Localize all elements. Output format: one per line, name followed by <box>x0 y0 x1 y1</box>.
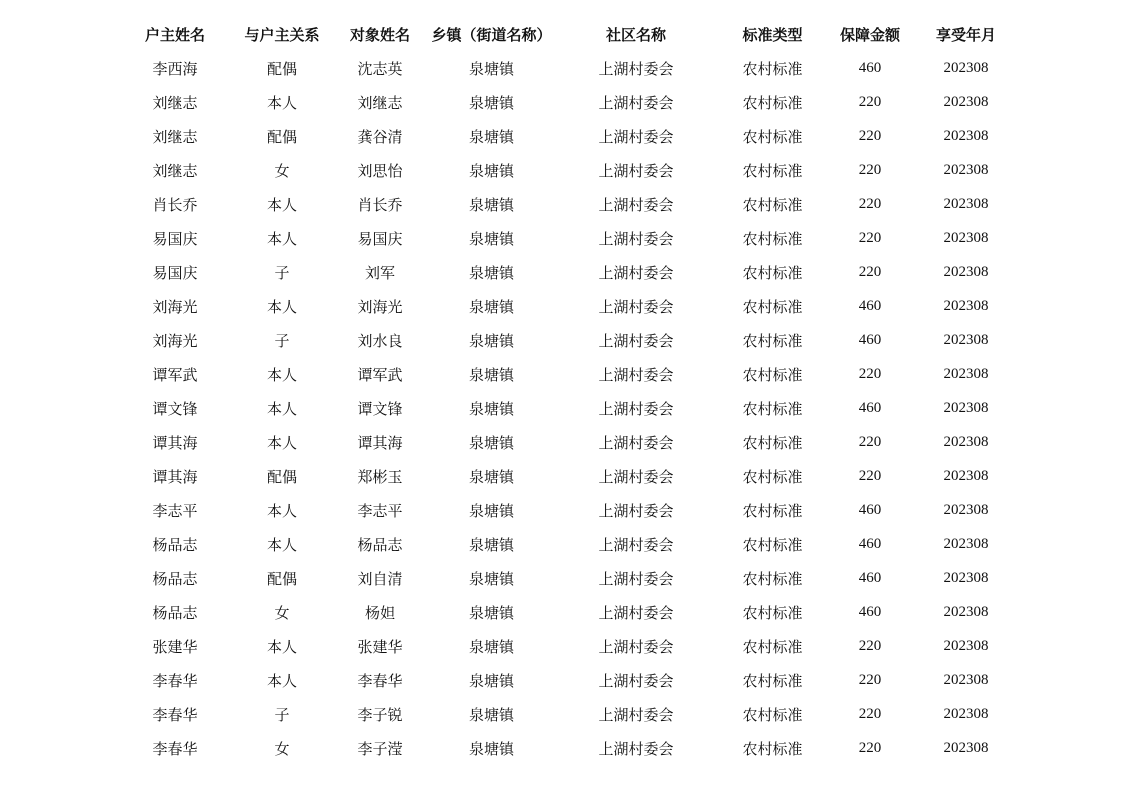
householder-name-cell: 李春华 <box>152 705 198 724</box>
table-header-row <box>119 17 1021 51</box>
recipient-name-cell: 李志平 <box>357 501 403 520</box>
community-cell: 上湖村委会 <box>598 739 674 758</box>
community-cell: 上湖村委会 <box>598 433 674 452</box>
standard-type-cell: 农村标准 <box>742 229 803 248</box>
householder-name-cell: 易国庆 <box>152 229 198 248</box>
table-row <box>119 459 1021 493</box>
standard-type-cell: 农村标准 <box>742 263 803 282</box>
township-cell: 泉塘镇 <box>468 229 514 248</box>
standard-type-cell: 农村标准 <box>742 93 803 112</box>
township-cell: 泉塘镇 <box>468 705 514 724</box>
amount-cell: 220 <box>858 637 882 654</box>
relationship-cell: 子 <box>274 705 290 724</box>
recipient-name-cell: 李子锐 <box>357 705 403 724</box>
standard-type-cell: 农村标准 <box>742 59 803 78</box>
period-cell: 202308 <box>943 739 989 756</box>
recipient-name-cell: 李春华 <box>357 671 403 690</box>
standard-type-cell: 农村标准 <box>742 637 803 656</box>
relationship-cell: 本人 <box>266 671 297 690</box>
relationship-cell: 配偶 <box>266 569 297 588</box>
relationship-cell: 配偶 <box>266 59 297 78</box>
amount-cell: 460 <box>858 501 882 518</box>
period-cell: 202308 <box>943 535 989 552</box>
period-cell: 202308 <box>943 229 989 246</box>
recipient-name-cell: 谭军武 <box>357 365 403 384</box>
recipient-name-cell: 杨品志 <box>357 535 403 554</box>
amount-cell: 460 <box>858 399 882 416</box>
period-cell: 202308 <box>943 637 989 654</box>
township-cell: 泉塘镇 <box>468 467 514 486</box>
township-cell: 泉塘镇 <box>468 399 514 418</box>
township-cell: 泉塘镇 <box>468 433 514 452</box>
standard-type-cell: 农村标准 <box>742 705 803 724</box>
householder-name-cell: 谭其海 <box>152 433 198 452</box>
amount-cell: 460 <box>858 331 882 348</box>
householder-name-cell: 杨品志 <box>152 569 198 588</box>
township-cell: 泉塘镇 <box>468 739 514 758</box>
period-cell: 202308 <box>943 331 989 348</box>
recipient-name-cell: 易国庆 <box>357 229 403 248</box>
table-row <box>119 119 1021 153</box>
township-cell: 泉塘镇 <box>468 127 514 146</box>
standard-type-cell: 农村标准 <box>742 195 803 214</box>
table-row <box>119 493 1021 527</box>
header-recipient-name: 对象姓名 <box>349 25 410 44</box>
standard-type-cell: 农村标准 <box>742 297 803 316</box>
community-cell: 上湖村委会 <box>598 637 674 656</box>
householder-name-cell: 谭文锋 <box>152 399 198 418</box>
community-cell: 上湖村委会 <box>598 671 674 690</box>
householder-name-cell: 李春华 <box>152 739 198 758</box>
table-row <box>119 289 1021 323</box>
standard-type-cell: 农村标准 <box>742 603 803 622</box>
amount-cell: 220 <box>858 365 882 382</box>
relationship-cell: 本人 <box>266 637 297 656</box>
householder-name-cell: 谭军武 <box>152 365 198 384</box>
table-row <box>119 153 1021 187</box>
relationship-cell: 女 <box>274 603 290 622</box>
township-cell: 泉塘镇 <box>468 365 514 384</box>
table-row <box>119 561 1021 595</box>
householder-name-cell: 刘海光 <box>152 297 198 316</box>
amount-cell: 460 <box>858 569 882 586</box>
period-cell: 202308 <box>943 263 989 280</box>
standard-type-cell: 农村标准 <box>742 399 803 418</box>
header-householder-name: 户主姓名 <box>144 25 205 44</box>
period-cell: 202308 <box>943 603 989 620</box>
standard-type-cell: 农村标准 <box>742 127 803 146</box>
relationship-cell: 本人 <box>266 297 297 316</box>
standard-type-cell: 农村标准 <box>742 331 803 350</box>
period-cell: 202308 <box>943 705 989 722</box>
table-row <box>119 221 1021 255</box>
period-cell: 202308 <box>943 671 989 688</box>
recipient-name-cell: 肖长乔 <box>357 195 403 214</box>
standard-type-cell: 农村标准 <box>742 433 803 452</box>
period-cell: 202308 <box>943 399 989 416</box>
relationship-cell: 本人 <box>266 93 297 112</box>
recipient-name-cell: 刘思怡 <box>357 161 403 180</box>
recipient-name-cell: 谭文锋 <box>357 399 403 418</box>
relationship-cell: 女 <box>274 739 290 758</box>
period-cell: 202308 <box>943 93 989 110</box>
community-cell: 上湖村委会 <box>598 127 674 146</box>
recipient-name-cell: 谭其海 <box>357 433 403 452</box>
township-cell: 泉塘镇 <box>468 195 514 214</box>
table-row <box>119 357 1021 391</box>
period-cell: 202308 <box>943 433 989 450</box>
amount-cell: 220 <box>858 739 882 756</box>
recipient-name-cell: 刘自清 <box>357 569 403 588</box>
relationship-cell: 女 <box>274 161 290 180</box>
community-cell: 上湖村委会 <box>598 603 674 622</box>
amount-cell: 220 <box>858 195 882 212</box>
standard-type-cell: 农村标准 <box>742 671 803 690</box>
householder-name-cell: 刘继志 <box>152 93 198 112</box>
table-row <box>119 187 1021 221</box>
township-cell: 泉塘镇 <box>468 161 514 180</box>
relationship-cell: 本人 <box>266 501 297 520</box>
relationship-cell: 本人 <box>266 433 297 452</box>
recipient-name-cell: 刘海光 <box>357 297 403 316</box>
standard-type-cell: 农村标准 <box>742 365 803 384</box>
table-row <box>119 323 1021 357</box>
community-cell: 上湖村委会 <box>598 705 674 724</box>
recipient-name-cell: 刘继志 <box>357 93 403 112</box>
householder-name-cell: 谭其海 <box>152 467 198 486</box>
householder-name-cell: 李春华 <box>152 671 198 690</box>
period-cell: 202308 <box>943 59 989 76</box>
township-cell: 泉塘镇 <box>468 569 514 588</box>
community-cell: 上湖村委会 <box>598 331 674 350</box>
community-cell: 上湖村委会 <box>598 161 674 180</box>
community-cell: 上湖村委会 <box>598 399 674 418</box>
header-relationship: 与户主关系 <box>244 25 320 44</box>
amount-cell: 460 <box>858 535 882 552</box>
relationship-cell: 子 <box>274 263 290 282</box>
period-cell: 202308 <box>943 195 989 212</box>
householder-name-cell: 张建华 <box>152 637 198 656</box>
amount-cell: 220 <box>858 127 882 144</box>
table-row <box>119 425 1021 459</box>
amount-cell: 460 <box>858 603 882 620</box>
amount-cell: 220 <box>858 263 882 280</box>
householder-name-cell: 肖长乔 <box>152 195 198 214</box>
householder-name-cell: 易国庆 <box>152 263 198 282</box>
relationship-cell: 本人 <box>266 229 297 248</box>
community-cell: 上湖村委会 <box>598 501 674 520</box>
standard-type-cell: 农村标准 <box>742 569 803 588</box>
header-township: 乡镇（街道名称） <box>431 25 552 44</box>
amount-cell: 220 <box>858 229 882 246</box>
period-cell: 202308 <box>943 127 989 144</box>
relationship-cell: 配偶 <box>266 467 297 486</box>
community-cell: 上湖村委会 <box>598 535 674 554</box>
relationship-cell: 本人 <box>266 365 297 384</box>
community-cell: 上湖村委会 <box>598 93 674 112</box>
amount-cell: 220 <box>858 467 882 484</box>
table-row <box>119 731 1021 765</box>
recipient-name-cell: 龚谷清 <box>357 127 403 146</box>
period-cell: 202308 <box>943 365 989 382</box>
community-cell: 上湖村委会 <box>598 297 674 316</box>
recipient-name-cell: 张建华 <box>357 637 403 656</box>
householder-name-cell: 杨品志 <box>152 603 198 622</box>
township-cell: 泉塘镇 <box>468 637 514 656</box>
township-cell: 泉塘镇 <box>468 671 514 690</box>
table-row <box>119 663 1021 697</box>
township-cell: 泉塘镇 <box>468 535 514 554</box>
amount-cell: 220 <box>858 433 882 450</box>
community-cell: 上湖村委会 <box>598 467 674 486</box>
recipient-name-cell: 刘水良 <box>357 331 403 350</box>
householder-name-cell: 李西海 <box>152 59 198 78</box>
township-cell: 泉塘镇 <box>468 93 514 112</box>
recipient-name-cell: 杨妲 <box>364 603 395 622</box>
recipient-name-cell: 沈志英 <box>357 59 403 78</box>
subsidy-recipients-table <box>119 17 1021 765</box>
householder-name-cell: 李志平 <box>152 501 198 520</box>
relationship-cell: 本人 <box>266 535 297 554</box>
township-cell: 泉塘镇 <box>468 297 514 316</box>
township-cell: 泉塘镇 <box>468 263 514 282</box>
amount-cell: 220 <box>858 671 882 688</box>
community-cell: 上湖村委会 <box>598 569 674 588</box>
householder-name-cell: 刘继志 <box>152 127 198 146</box>
householder-name-cell: 刘继志 <box>152 161 198 180</box>
householder-name-cell: 刘海光 <box>152 331 198 350</box>
table-row <box>119 697 1021 731</box>
relationship-cell: 本人 <box>266 399 297 418</box>
period-cell: 202308 <box>943 467 989 484</box>
township-cell: 泉塘镇 <box>468 603 514 622</box>
table-row <box>119 85 1021 119</box>
header-standard-type: 标准类型 <box>742 25 803 44</box>
relationship-cell: 本人 <box>266 195 297 214</box>
recipient-name-cell: 刘军 <box>364 263 395 282</box>
table-row <box>119 527 1021 561</box>
amount-cell: 220 <box>858 93 882 110</box>
relationship-cell: 配偶 <box>266 127 297 146</box>
recipient-name-cell: 郑彬玉 <box>357 467 403 486</box>
header-period: 享受年月 <box>935 25 996 44</box>
community-cell: 上湖村委会 <box>598 229 674 248</box>
table-row <box>119 51 1021 85</box>
table-row <box>119 255 1021 289</box>
recipient-name-cell: 李子滢 <box>357 739 403 758</box>
table-row <box>119 629 1021 663</box>
amount-cell: 460 <box>858 59 882 76</box>
householder-name-cell: 杨品志 <box>152 535 198 554</box>
township-cell: 泉塘镇 <box>468 59 514 78</box>
period-cell: 202308 <box>943 501 989 518</box>
township-cell: 泉塘镇 <box>468 331 514 350</box>
period-cell: 202308 <box>943 297 989 314</box>
standard-type-cell: 农村标准 <box>742 467 803 486</box>
community-cell: 上湖村委会 <box>598 59 674 78</box>
table-row <box>119 595 1021 629</box>
township-cell: 泉塘镇 <box>468 501 514 520</box>
header-amount: 保障金额 <box>839 25 900 44</box>
table-row <box>119 391 1021 425</box>
amount-cell: 220 <box>858 161 882 178</box>
community-cell: 上湖村委会 <box>598 195 674 214</box>
standard-type-cell: 农村标准 <box>742 535 803 554</box>
header-community: 社区名称 <box>605 25 666 44</box>
relationship-cell: 子 <box>274 331 290 350</box>
period-cell: 202308 <box>943 569 989 586</box>
table-body <box>119 51 1021 765</box>
amount-cell: 220 <box>858 705 882 722</box>
community-cell: 上湖村委会 <box>598 263 674 282</box>
standard-type-cell: 农村标准 <box>742 739 803 758</box>
community-cell: 上湖村委会 <box>598 365 674 384</box>
standard-type-cell: 农村标准 <box>742 161 803 180</box>
amount-cell: 460 <box>858 297 882 314</box>
period-cell: 202308 <box>943 161 989 178</box>
standard-type-cell: 农村标准 <box>742 501 803 520</box>
